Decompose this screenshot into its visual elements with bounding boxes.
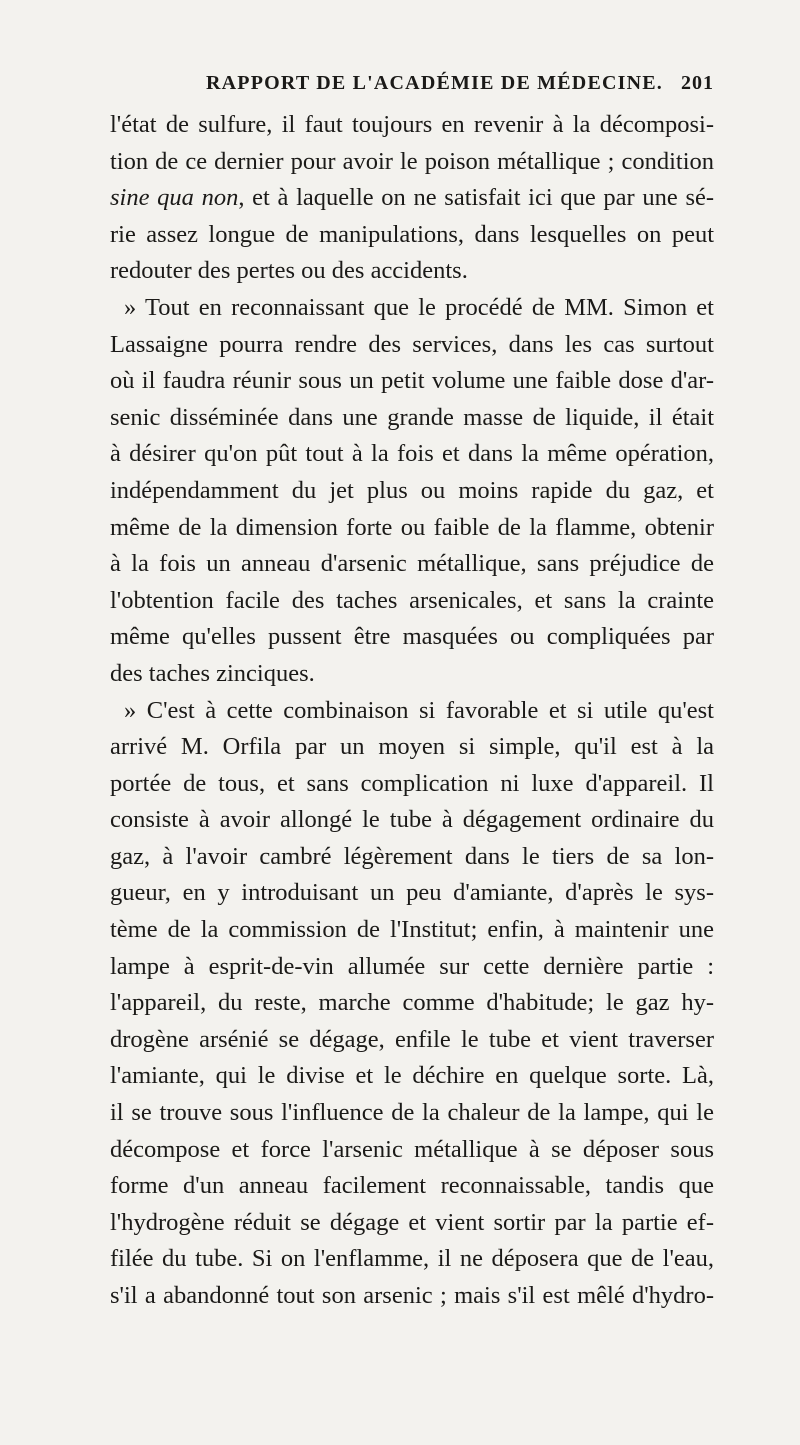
text-line: tème de la commission de l'Institut; enfin, à maintenir une (110, 916, 714, 944)
text-line: forme d'un anneau facilement reconnaissable, tandis que (110, 1172, 714, 1200)
text-line: tion de ce dernier pour avoir le poison métallique ; condition (110, 147, 714, 175)
running-title: RAPPORT DE L'ACADÉMIE DE MÉDECINE. (206, 72, 663, 94)
text-line: l'amiante, qui le divise et le déchire en quelque sorte. Là, (110, 1062, 714, 1090)
text-line: filée du tube. Si on l'enflamme, il ne déposera que de l'eau, (110, 1245, 714, 1273)
text-line: sine qua non, et à laquelle on ne satisfait ici que par une sé- (110, 184, 715, 212)
text-line: où il faudra réunir sous un petit volume une faible dose d'ar- (110, 367, 714, 395)
running-header (110, 72, 714, 95)
page-number: 201 (681, 72, 714, 94)
text-line: même qu'elles pussent être masquées ou compliquées par (110, 623, 714, 651)
text-line: portée de tous, et sans complication ni luxe d'appareil. Il (110, 769, 714, 797)
text-line: l'hydrogène réduit se dégage et vient sortir par la partie ef- (110, 1208, 714, 1236)
text-line: il se trouve sous l'influence de la chaleur de la lampe, qui le (110, 1099, 714, 1127)
text-line: l'obtention facile des taches arsenicales, et sans la crainte (110, 586, 714, 614)
text-line: indépendamment du jet plus ou moins rapide du gaz, et (110, 476, 714, 504)
text-line: l'appareil, du reste, marche comme d'habitude; le gaz hy- (110, 989, 714, 1017)
text-line: Lassaigne pourra rendre des services, dans les cas surtout (110, 330, 714, 358)
text-line: arrivé M. Orfila par un moyen si simple, qu'il est à la (110, 733, 714, 761)
text-line: gaz, à l'avoir cambré légèrement dans le tiers de sa lon- (110, 842, 714, 870)
text-line: » Tout en reconnaissant que le procédé de MM. Simon et (124, 293, 714, 321)
body-text (110, 107, 714, 1315)
text-line: à la fois un anneau d'arsenic métallique, sans préjudice de (110, 550, 714, 578)
text-line: senic disséminée dans une grande masse de liquide, il était (110, 403, 714, 431)
text-line: redouter des pertes ou des accidents. (110, 257, 468, 285)
text-line: rie assez longue de manipulations, dans lesquelles on peut (110, 220, 714, 248)
text-line: même de la dimension forte ou faible de la flamme, obtenir (110, 513, 714, 541)
text-line: s'il a abandonné tout son arsenic ; mais s'il est mêlé d'hydro- (110, 1282, 714, 1309)
text-line: des taches zinciques. (110, 659, 315, 687)
text-line: gueur, en y introduisant un peu d'amiante, d'après le sys- (110, 879, 714, 907)
text-line: drogène arsénié se dégage, enfile le tube et vient traverser (110, 1025, 714, 1053)
text-line: l'état de sulfure, il faut toujours en revenir à la décomposi- (110, 111, 714, 138)
text-line: » C'est à cette combinaison si favorable et si utile qu'est (124, 696, 714, 724)
text-line: consiste à avoir allongé le tube à dégagement ordinaire du (110, 806, 714, 834)
text-line: à désirer qu'on pût tout à la fois et dans la même opération, (110, 440, 714, 468)
text-line: lampe à esprit-de-vin allumée sur cette dernière partie : (110, 952, 714, 980)
text-line: décompose et force l'arsenic métallique à se déposer sous (110, 1135, 714, 1163)
